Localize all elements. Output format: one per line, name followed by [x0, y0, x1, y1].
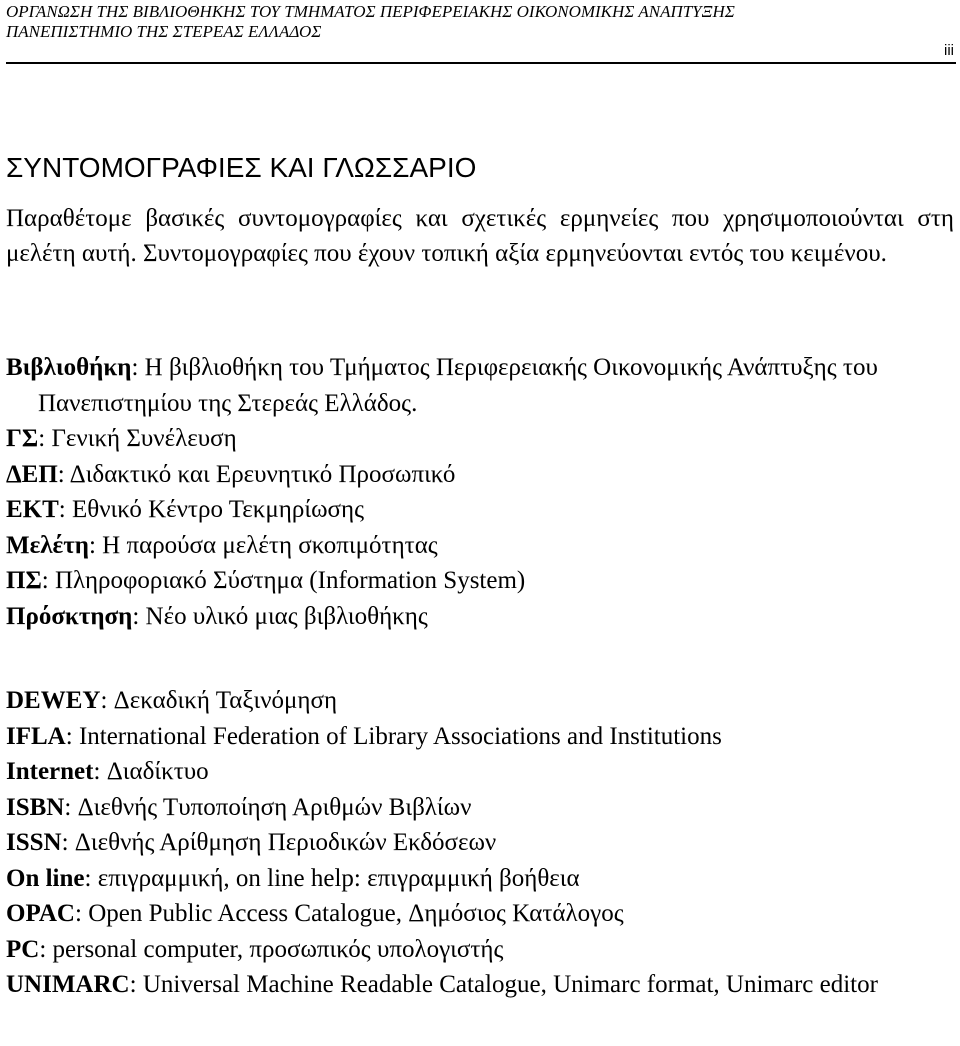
glossary-entry: Βιβλιοθήκη: Η βιβλιοθήκη του Τμήματος Περιφερειακής Οικονομικής Ανάπτυξης του Πανεπιστημίου της Στερεάς Ελλάδος. — [6, 354, 878, 417]
glossary-entry: ISSN: Διεθνής Αρίθμηση Περιοδικών Εκδόσεων — [6, 829, 497, 856]
glossary-entry: ISBN: Διεθνής Τυποποίηση Αριθμών Βιβλίων — [6, 793, 472, 821]
glossary-term: ISSN — [6, 829, 62, 856]
glossary-term: UNIMARC — [6, 971, 130, 998]
glossary-definition: International Federation of Library Associations and Institutions — [78, 722, 722, 750]
glossary-definition: Νέο υλικό μιας βιβλιοθήκης — [145, 602, 428, 630]
glossary-entry: IFLA: International Federation of Library Associations and Institutions — [6, 722, 722, 750]
glossary-entry: OPAC: Open Public Access Catalogue, Δημόσιος Κατάλογος — [6, 900, 624, 927]
glossary-entry: ΠΣ: Πληροφοριακό Σύστημα (Information System) — [6, 567, 526, 594]
glossary-definition: Διεθνής Αρίθμηση Περιοδικών Εκδόσεων — [74, 829, 497, 856]
glossary-entry: Πρόσκτηση: Νέο υλικό μιας βιβλιοθήκης — [6, 602, 428, 630]
section-title: ΣΥΝΤΟΜΟΓΡΑΦΙΕΣ ΚΑΙ ΓΛΩΣΣΑΡΙΟ — [6, 152, 477, 183]
glossary-term: IFLA — [6, 722, 66, 750]
glossary-definition: Διδακτικό και Ερευνητικό Προσωπικό — [69, 460, 456, 488]
glossary-definition: Διεθνής Τυποποίηση Αριθμών Βιβλίων — [77, 793, 472, 821]
glossary-definition: Εθνικό Κέντρο Τεκμηρίωσης — [72, 496, 364, 523]
glossary-term: Πρόσκτηση — [6, 602, 133, 630]
glossary-term: ISBN — [6, 793, 65, 821]
glossary-entry: ΓΣ: Γενική Συνέλευση — [6, 425, 237, 452]
glossary-entry: PC: personal computer, προσωπικός υπολογιστής — [6, 935, 504, 963]
glossary-definition: επιγραμμική, on line help: επιγραμμική βοήθεια — [97, 864, 580, 892]
glossary-entry: ΔΕΠ: Διδακτικό και Ερευνητικό Προσωπικό — [6, 460, 456, 488]
glossary-definition: Πληροφοριακό Σύστημα (Information System) — [55, 567, 526, 594]
glossary-term: PC — [6, 935, 40, 963]
glossary-definition: Διαδίκτυο — [106, 758, 209, 785]
glossary-term: ΓΣ — [6, 425, 39, 452]
glossary-term: DEWEY — [6, 687, 101, 714]
glossary-latin — [6, 683, 956, 1003]
intro-paragraph: Παραθέτομε βασικές συντομογραφίες και σχετικές ερμηνείες που χρησιμοποιούνται στη μελέτη αυτή. Συντομογραφίες που έχουν τοπική αξία ερμηνεύονται εντός του κειμένου. — [6, 205, 954, 267]
header-line-1: ΟΡΓΑΝΩΣΗ ΤΗΣ ΒΙΒΛΙΟΘΗΚΗΣ ΤΟΥ ΤΜΗΜΑΤΟΣ ΠΕΡΙΦΕΡΕΙΑΚΗΣ ΟΙΚΟΝΟΜΙΚΗΣ ΑΝΑΠΤΥΞΗΣ — [6, 2, 735, 21]
glossary-term: ΕΚΤ — [6, 496, 59, 523]
glossary-definition: Universal Machine Readable Catalogue, Unimarc format, Unimarc editor — [142, 971, 878, 998]
glossary-entry: Μελέτη: Η παρούσα μελέτη σκοπιμότητας — [6, 531, 438, 559]
glossary-term: OPAC — [6, 900, 75, 927]
glossary-definition: Η παρούσα μελέτη σκοπιμότητας — [102, 531, 438, 559]
glossary-term: Μελέτη — [6, 531, 89, 559]
glossary-definition: Γενική Συνέλευση — [51, 425, 237, 452]
glossary-term: Βιβλιοθήκη — [6, 354, 132, 381]
glossary-term: Internet — [6, 758, 94, 785]
glossary-entry: UNIMARC: Universal Machine Readable Catalogue, Unimarc format, Unimarc editor — [6, 971, 878, 998]
page-number: iii — [944, 42, 954, 59]
glossary-entry: On line: επιγραμμική, on line help: επιγραμμική βοήθεια — [6, 864, 580, 892]
header-rule — [6, 62, 956, 64]
glossary-definition: Open Public Access Catalogue, Δημόσιος Κατάλογος — [88, 900, 624, 927]
header-line-2: ΠΑΝΕΠΙΣΤΗΜΙΟ ΤΗΣ ΣΤΕΡΕΑΣ ΕΛΛΑΔΟΣ — [6, 22, 322, 41]
glossary-term: ΠΣ — [6, 567, 42, 594]
glossary-definition: Δεκαδική Ταξινόμηση — [113, 687, 338, 714]
glossary-entry: ΕΚΤ: Εθνικό Κέντρο Τεκμηρίωσης — [6, 496, 364, 523]
glossary-term: ΔΕΠ — [6, 460, 58, 488]
running-header — [6, 2, 946, 42]
glossary-definition: Η βιβλιοθήκη του Τμήματος Περιφερειακής Οικονομικής Ανάπτυξης του Πανεπιστημίου της Στερεάς Ελλάδος. — [38, 354, 878, 417]
glossary-definition: personal computer, προσωπικός υπολογιστής — [52, 935, 504, 963]
glossary-entry: Internet: Διαδίκτυο — [6, 758, 209, 785]
glossary-term: On line — [6, 864, 85, 892]
glossary-entry: DEWEY: Δεκαδική Ταξινόμηση — [6, 687, 338, 714]
glossary-greek — [6, 350, 956, 634]
